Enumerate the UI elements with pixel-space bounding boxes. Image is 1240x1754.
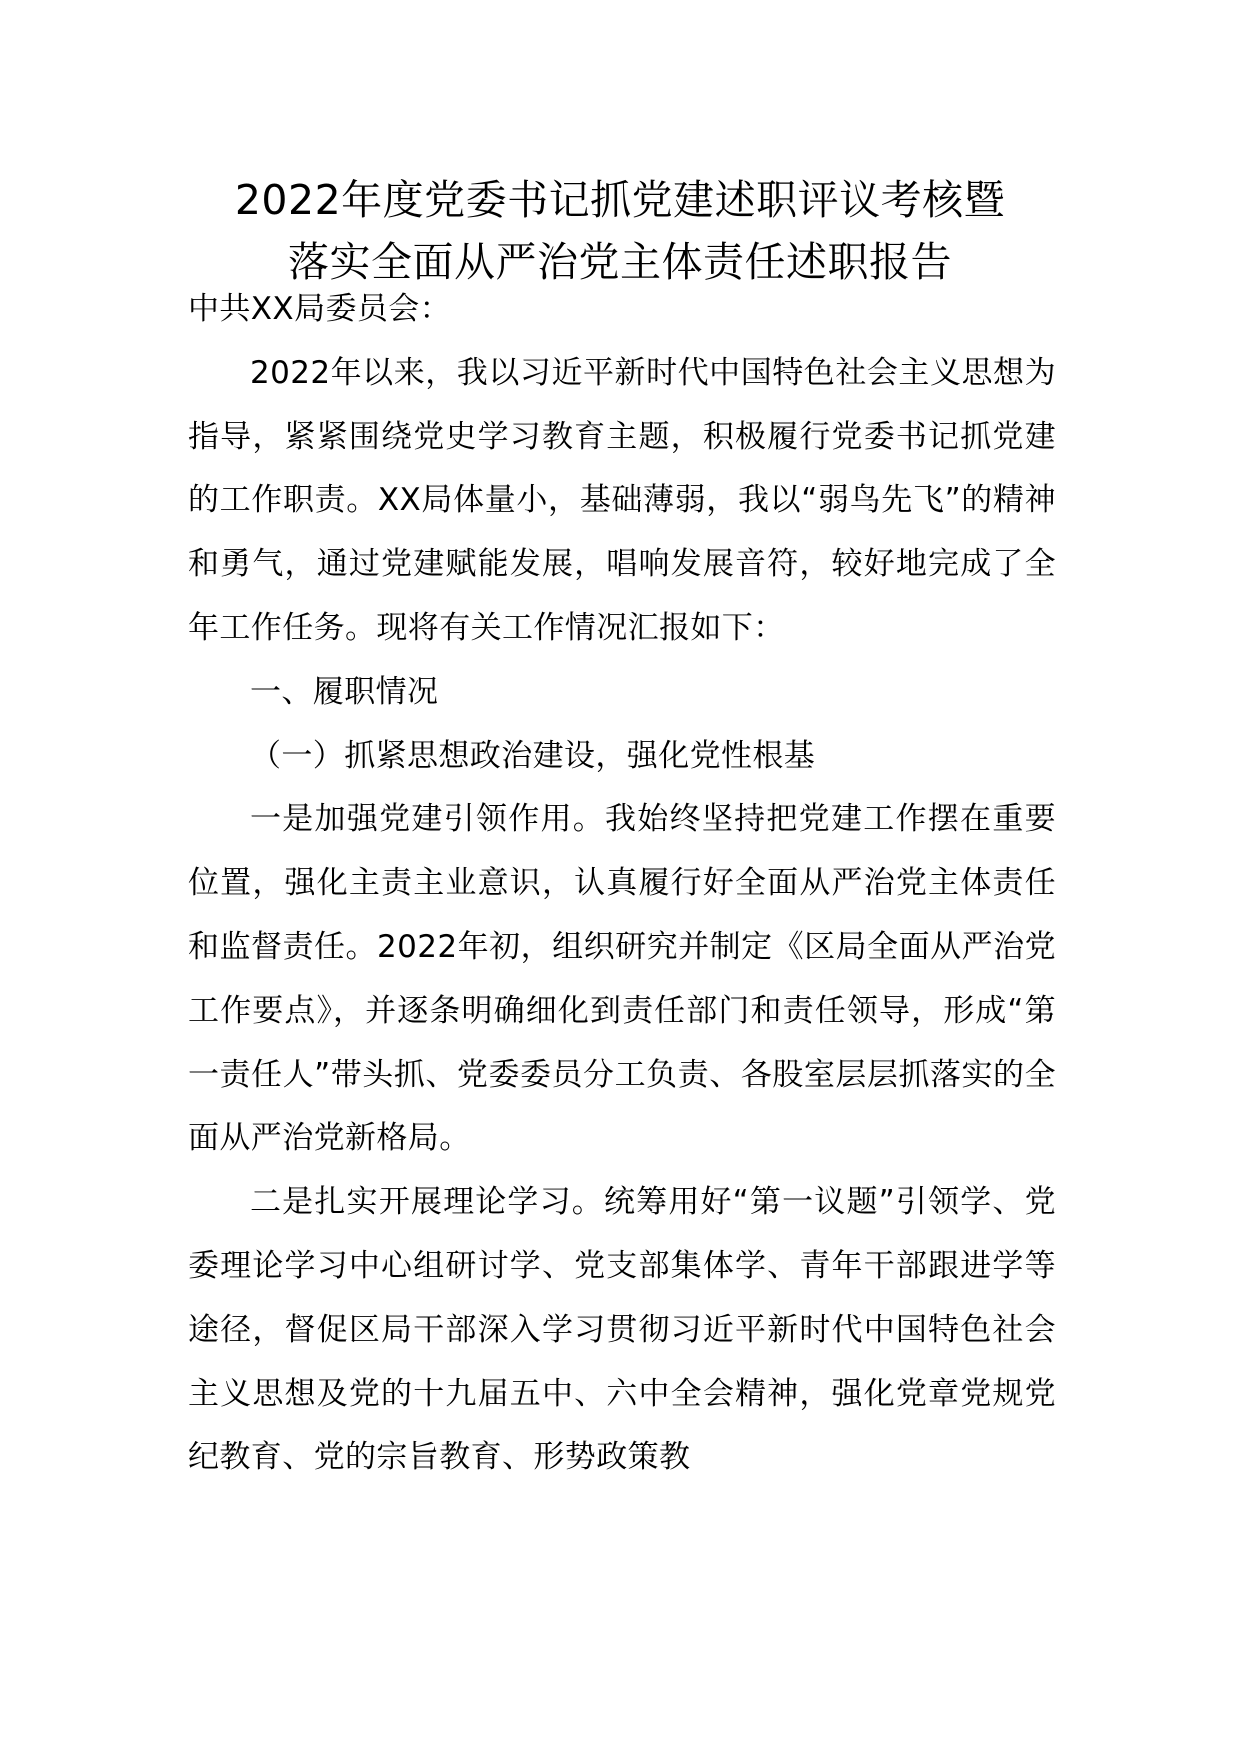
section-heading: 一、履职情况	[250, 673, 439, 710]
paragraph-2: 二是扎实开展理论学习。统筹用好“第一议题”引领学、党委理论学习中心组研讨学、党支部集体学、青年干部跟进学等途径，督促区局干部深入学习贯彻习近平新时代中国特色社会主义思想及党的十九届五中、六中全会精神，强化党章党规党纪教育、党的宗旨教育、形势政策教	[188, 1184, 1056, 1476]
document-title-line-2: 落实全面从严治党主体责任述职报告	[288, 238, 952, 286]
document-title-line-1: 2022年度党委书记抓党建述职评议考核暨	[234, 176, 1006, 224]
document-body	[188, 278, 1056, 1490]
intro-paragraph: 2022年以来，我以习近平新时代中国特色社会主义思想为指导，紧紧围绕党史学习教育主题，积极履行党委书记抓党建的工作职责。XX局体量小，基础薄弱，我以“弱鸟先飞”的精神和勇气，通过党建赋能发展，唱响发展音符，较好地完成了全年工作任务。现将有关工作情况汇报如下：	[188, 354, 1056, 646]
subsection-heading: （一）抓紧思想政治建设，强化党性根基	[250, 737, 816, 774]
salutation: 中共XX局委员会：	[188, 291, 452, 327]
paragraph-1: 一是加强党建引领作用。我始终坚持把党建工作摆在重要位置，强化主责主业意识，认真履行好全面从严治党主体责任和监督责任。2022年初，组织研究并制定《区局全面从严治党工作要点》，并逐条明确细化到责任部门和责任领导，形成“第一责任人”带头抓、党委委员分工负责、各股室层层抓落实的全面从严治党新格局。	[188, 801, 1056, 1157]
